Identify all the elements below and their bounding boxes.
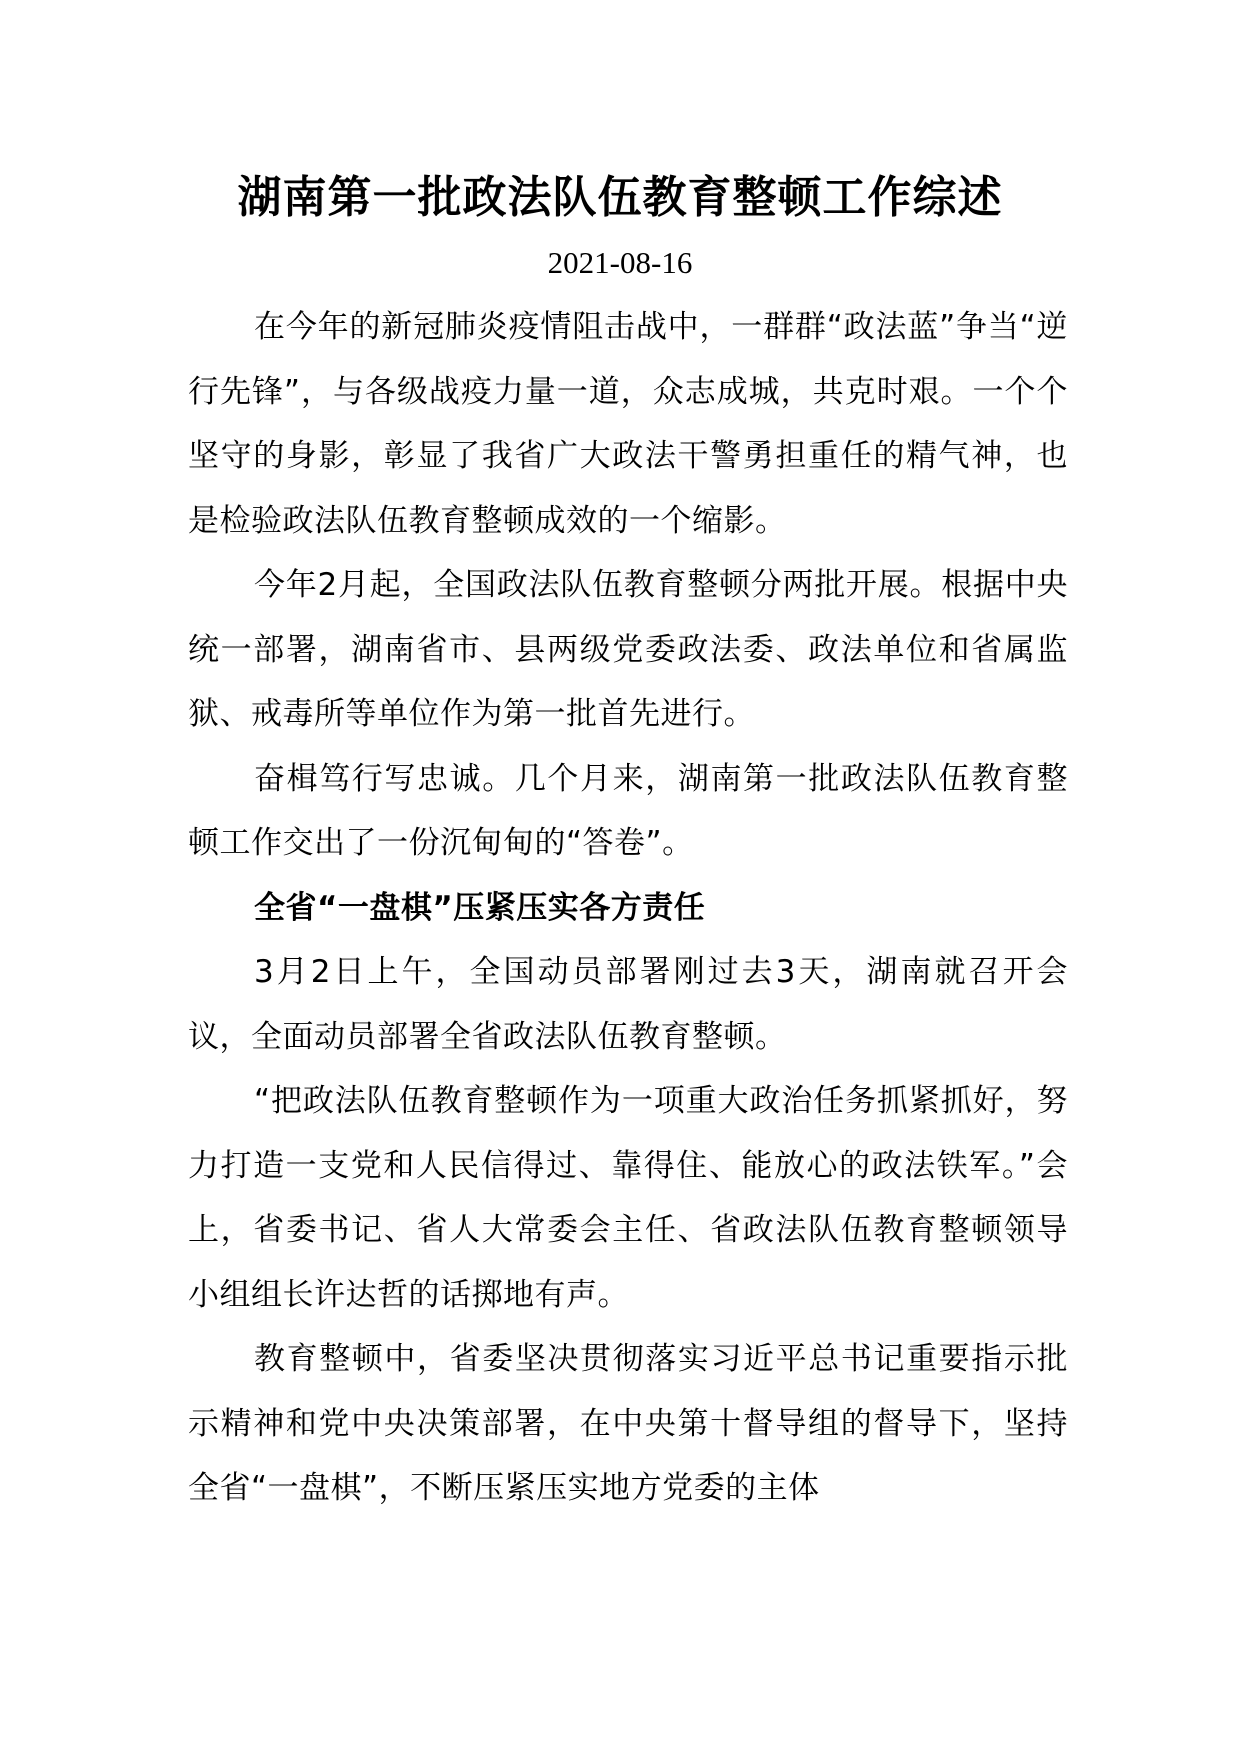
publish-date: 2021-08-16 (547, 245, 693, 280)
paragraph: 奋楫笃行写忠诚。几个月来，湖南第一批政法队伍教育整顿工作交出了一份沉甸甸的“答卷”。 (188, 760, 1068, 861)
section-heading: 全省“一盘棋”压紧压实各方责任 (254, 889, 706, 926)
paragraph: 今年2月起，全国政法队伍教育整顿分两批开展。根据中央统一部署，湖南省市、县两级党委政法委、政法单位和省属监狱、戒毒所等单位作为第一批首先进行。 (188, 567, 1068, 732)
paragraph: 在今年的新冠肺炎疫情阻击战中，一群群“政法蓝”争当“逆行先锋”，与各级战疫力量一道，众志成城，共克时艰。一个个坚守的身影，彰显了我省广大政法干警勇担重任的精气神，也是检验政法队伍教育整顿成效的一个缩影。 (188, 309, 1068, 539)
article-body (188, 295, 1068, 1521)
paragraph: 教育整顿中，省委坚决贯彻落实习近平总书记重要指示批示精神和党中央决策部署，在中央第十督导组的督导下，坚持全省“一盘棋”，不断压紧压实地方党委的主体 (188, 1341, 1068, 1506)
paragraph: “把政法队伍教育整顿作为一项重大政治任务抓紧抓好，努力打造一支党和人民信得过、靠得住、能放心的政法铁军。”会上，省委书记、省人大常委会主任、省政法队伍教育整顿领导小组组长许达哲的话掷地有声。 (188, 1083, 1068, 1313)
document-title: 湖南第一批政法队伍教育整顿工作综述 (237, 172, 1003, 223)
paragraph: 3月2日上午，全国动员部署刚过去3天，湖南就召开会议，全面动员部署全省政法队伍教育整顿。 (188, 954, 1068, 1055)
